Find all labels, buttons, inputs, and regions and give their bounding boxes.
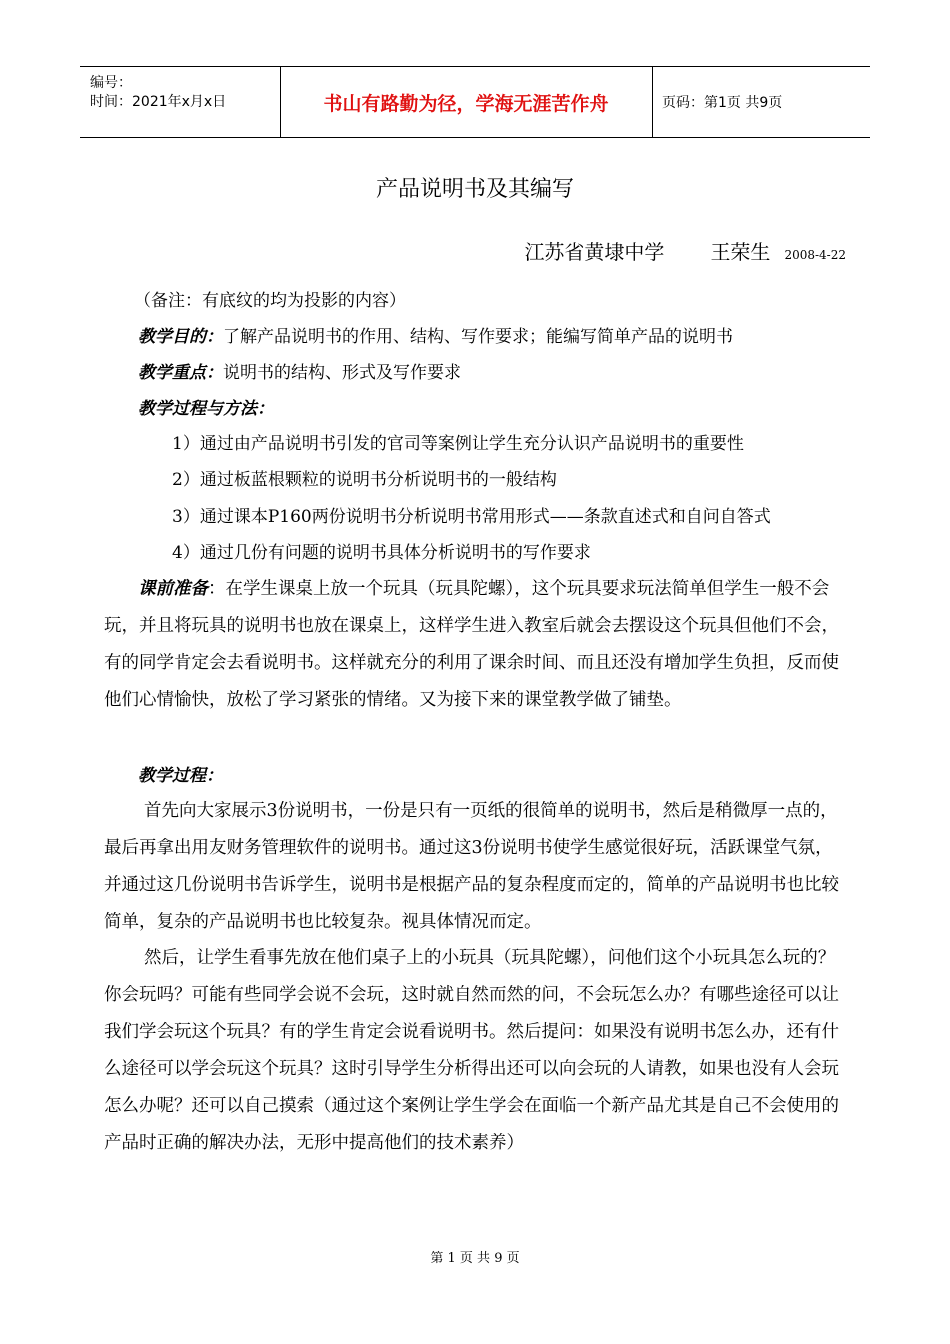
objective-text: 了解产品说明书的作用、结构、写作要求；能编写简单产品的说明书 bbox=[223, 327, 733, 347]
code-label: 编号： bbox=[90, 75, 132, 91]
objective-label: 教学目的： bbox=[138, 327, 223, 347]
preparation-text: ：在学生课桌上放一个玩具（玩具陀螺），这个玩具要求玩法简单但学生一般不会玩，并且将玩具的说明书也放在课桌上，这样学生进入教室后就会去摆设这个玩具但他们不会，有的同学肯定会去看说明书。这样就充分的利用了课余时间、而且还没有增加学生负担，反而使他们心情愉快，放松了学习紧张的情绪。又为接下来的课堂教学做了铺垫。 bbox=[104, 579, 839, 710]
author-school: 江苏省黄埭中学 bbox=[524, 240, 665, 264]
author-line bbox=[524, 236, 846, 265]
author-date: 2008-4-22 bbox=[784, 248, 846, 262]
key-points-text: 说明书的结构、形式及写作要求 bbox=[223, 363, 461, 383]
method-item: 4）通过几份有问题的说明书具体分析说明书的写作要求 bbox=[172, 543, 591, 563]
preparation-paragraph bbox=[104, 571, 848, 719]
time-label: 时间：2021年x月x日 bbox=[90, 94, 227, 110]
objective-line bbox=[138, 326, 733, 348]
header-meta bbox=[80, 67, 281, 137]
process-paragraph-2: 然后，让学生看事先放在他们桌子上的小玩具（玩具陀螺），问他们这个小玩具怎么玩的？你会玩吗？可能有些同学会说不会玩，这时就自然而然的问，不会玩怎么办？有哪些途径可以让我们学会玩这个玩具？有的学生肯定会说看说明书。然后提问：如果没有说明书怎么办，还有什么途径可以学会玩这个玩具？这时引导学生分析得出还可以向会玩的人请教，如果也没有人会玩怎么办呢？还可以自己摸索（通过这个案例让学生学会在面临一个新产品尤其是自己不会使用的产品时正确的解决办法，无形中提高他们的技术素养） bbox=[104, 948, 839, 1153]
method-item: 3）通过课本P160两份说明书分析说明书常用形式——条款直述式和自问自答式 bbox=[172, 507, 771, 527]
header-page-info: 页码：第1页 共9页 bbox=[662, 95, 783, 111]
note-line: （备注：有底纹的均为投影的内容） bbox=[134, 291, 406, 311]
process-paragraph-1: 首先向大家展示3份说明书，一份是只有一页纸的很简单的说明书，然后是稍微厚一点的，最后再拿出用友财务管理软件的说明书。通过这3份说明书使学生感觉很好玩，活跃课堂气氛，并通过这几份说明书告诉学生，说明书是根据产品的复杂程度而定的，简单的产品说明书也比较简单，复杂的产品说明书也比较复杂。视具体情况而定。 bbox=[104, 801, 839, 932]
process-label: 教学过程： bbox=[138, 766, 223, 786]
header-motto: 书山有路勤为径，学海无涯苦作舟 bbox=[280, 67, 653, 137]
document-title: 产品说明书及其编写 bbox=[375, 177, 574, 202]
key-points-label: 教学重点： bbox=[138, 363, 223, 383]
process-method-label: 教学过程与方法： bbox=[138, 399, 274, 419]
author-name: 王荣生 bbox=[710, 240, 771, 264]
key-points-line bbox=[138, 362, 461, 384]
preparation-label: 课前准备 bbox=[138, 579, 208, 599]
page-footer: 第 1 页 共 9 页 bbox=[430, 1251, 520, 1266]
method-item: 2）通过板蓝根颗粒的说明书分析说明书的一般结构 bbox=[172, 470, 557, 490]
header-box bbox=[80, 66, 870, 138]
method-item: 1）通过由产品说明书引发的官司等案例让学生充分认识产品说明书的重要性 bbox=[172, 434, 744, 454]
